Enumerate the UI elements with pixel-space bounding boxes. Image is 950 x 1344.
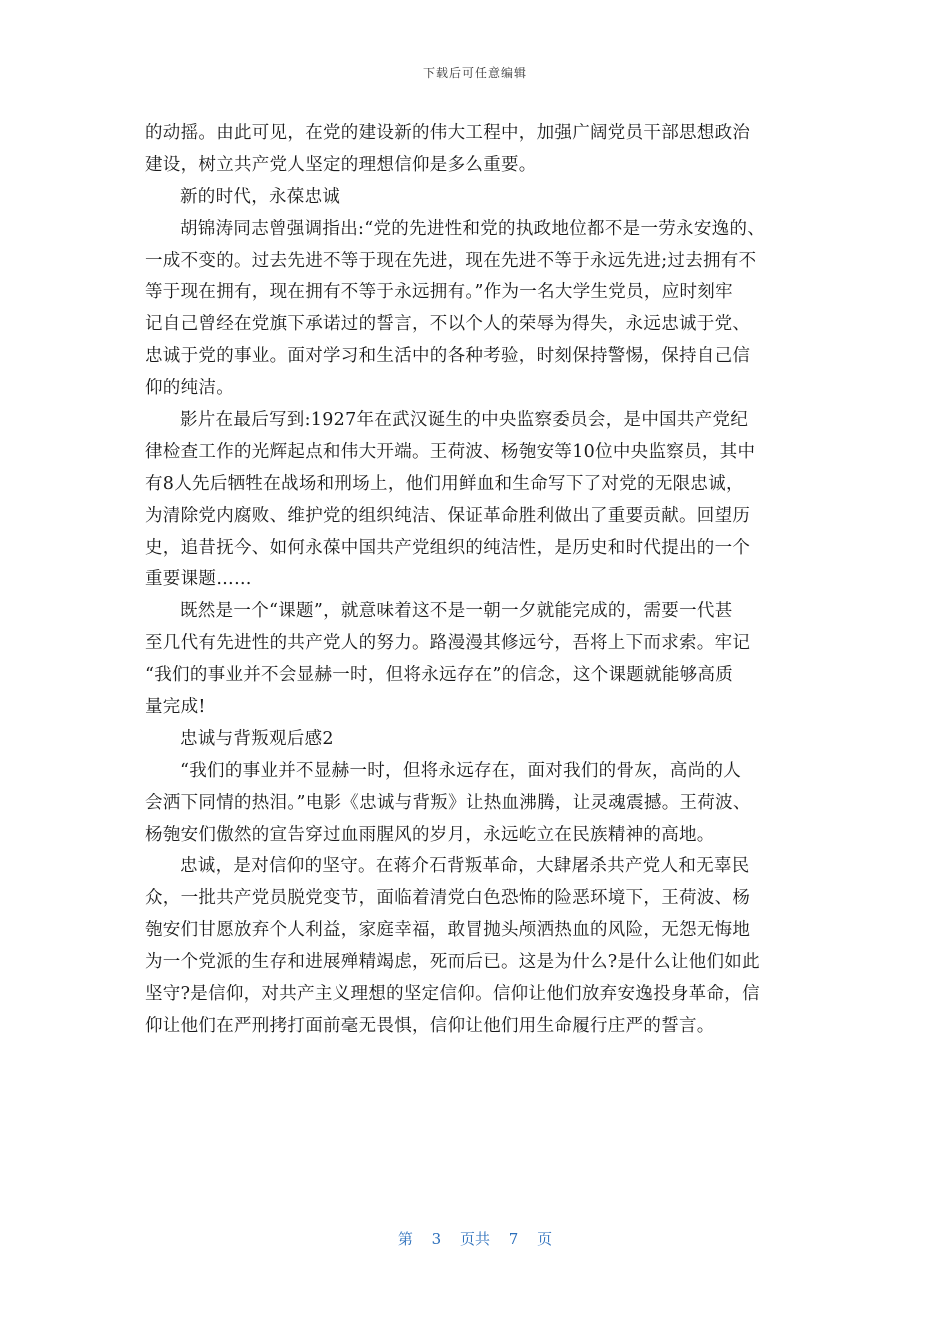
text-line: 众，一批共产党员脱党变节，面临着清党白色恐怖的险恶环境下，王荷波、杨 [145,888,751,909]
text-line: 有8人先后牺牲在战场和刑场上，他们用鲜血和生命写下了对党的无限忠诚， [145,473,744,494]
text-line: 律检查工作的光辉起点和伟大开端。王荷波、杨匏安等10位中央监察员，其中 [145,441,756,462]
text-line: 杨匏安们傲然的宣告穿过血雨腥风的岁月，永远屹立在民族精神的高地。 [145,824,715,845]
page-number-footer: 第 3 页共 7 页 [397,1230,553,1248]
page-header: 下载后可任意编辑 [422,66,527,80]
text-line: 建设，树立共产党人坚定的理想信仰是多么重要。 [145,154,537,175]
text-line: 记自己曾经在党旗下承诺过的誓言，不以个人的荣辱为得失，永远忠诚于党、 [145,314,751,335]
text-line: 等于现在拥有，现在拥有不等于永远拥有。”作为一名大学生党员，应时刻牢 [145,282,733,303]
text-line: 胡锦涛同志曾强调指出:“党的先进性和党的执政地位都不是一劳永安逸的、 [180,218,766,239]
text-line: 史，追昔抚今、如何永葆中国共产党组织的纯洁性，是历史和时代提出的一个 [145,537,751,558]
text-line: 影片在最后写到:1927年在武汉诞生的中央监察委员会，是中国共产党纪 [180,410,749,431]
text-line: 一成不变的。过去先进不等于现在先进，现在先进不等于永远先进;过去拥有不 [145,250,757,271]
text-line: “我们的事业并不会显赫一时，但将永远存在”的信念，这个课题就能够高质 [145,665,734,686]
text-line: 坚守?是信仰，对共产主义理想的坚定信仰。信仰让他们放弃安逸投身革命，信 [145,984,760,1005]
text-line: 会洒下同情的热泪。”电影《忠诚与背叛》让热血沸腾，让灵魂震撼。王荷波、 [145,792,751,813]
text-line: 量完成! [145,697,206,718]
text-line: 重要课题…… [145,569,252,590]
text-line: 为一个党派的生存和进展殚精竭虑，死而后已。这是为什么?是什么让他们如此 [145,952,760,973]
text-line: 至几代有先进性的共产党人的努力。路漫漫其修远兮，吾将上下而求索。牢记 [145,633,751,654]
text-line: 仰让他们在严刑拷打面前毫无畏惧，信仰让他们用生命履行庄严的誓言。 [145,1015,715,1036]
text-line: 新的时代，永葆忠诚 [180,186,341,207]
text-line: 为清除党内腐败、维护党的组织纯洁、保证革命胜利做出了重要贡献。回望历 [145,505,751,526]
text-line: 既然是一个“课题”，就意味着这不是一朝一夕就能完成的，需要一代甚 [180,601,733,622]
text-line: 仰的纯洁。 [145,378,234,399]
text-line: 的动摇。由此可见，在党的建设新的伟大工程中，加强广阔党员干部思想政治 [145,123,751,143]
text-line: 匏安们甘愿放弃个人利益，家庭幸福，敢冒抛头颅洒热血的风险，无怨无悔地 [145,920,751,941]
text-line: “我们的事业并不显赫一时，但将永远存在，面对我们的骨灰，高尚的人 [180,760,742,781]
text-line: 忠诚于党的事业。面对学习和生活中的各种考验，时刻保持警惕，保持自己信 [145,346,751,367]
text-line: 忠诚与背叛观后感2 [180,728,334,749]
text-line: 忠诚，是对信仰的坚守。在蒋介石背叛革命，大肆屠杀共产党人和无辜民 [180,856,750,877]
document-body [145,118,805,1043]
